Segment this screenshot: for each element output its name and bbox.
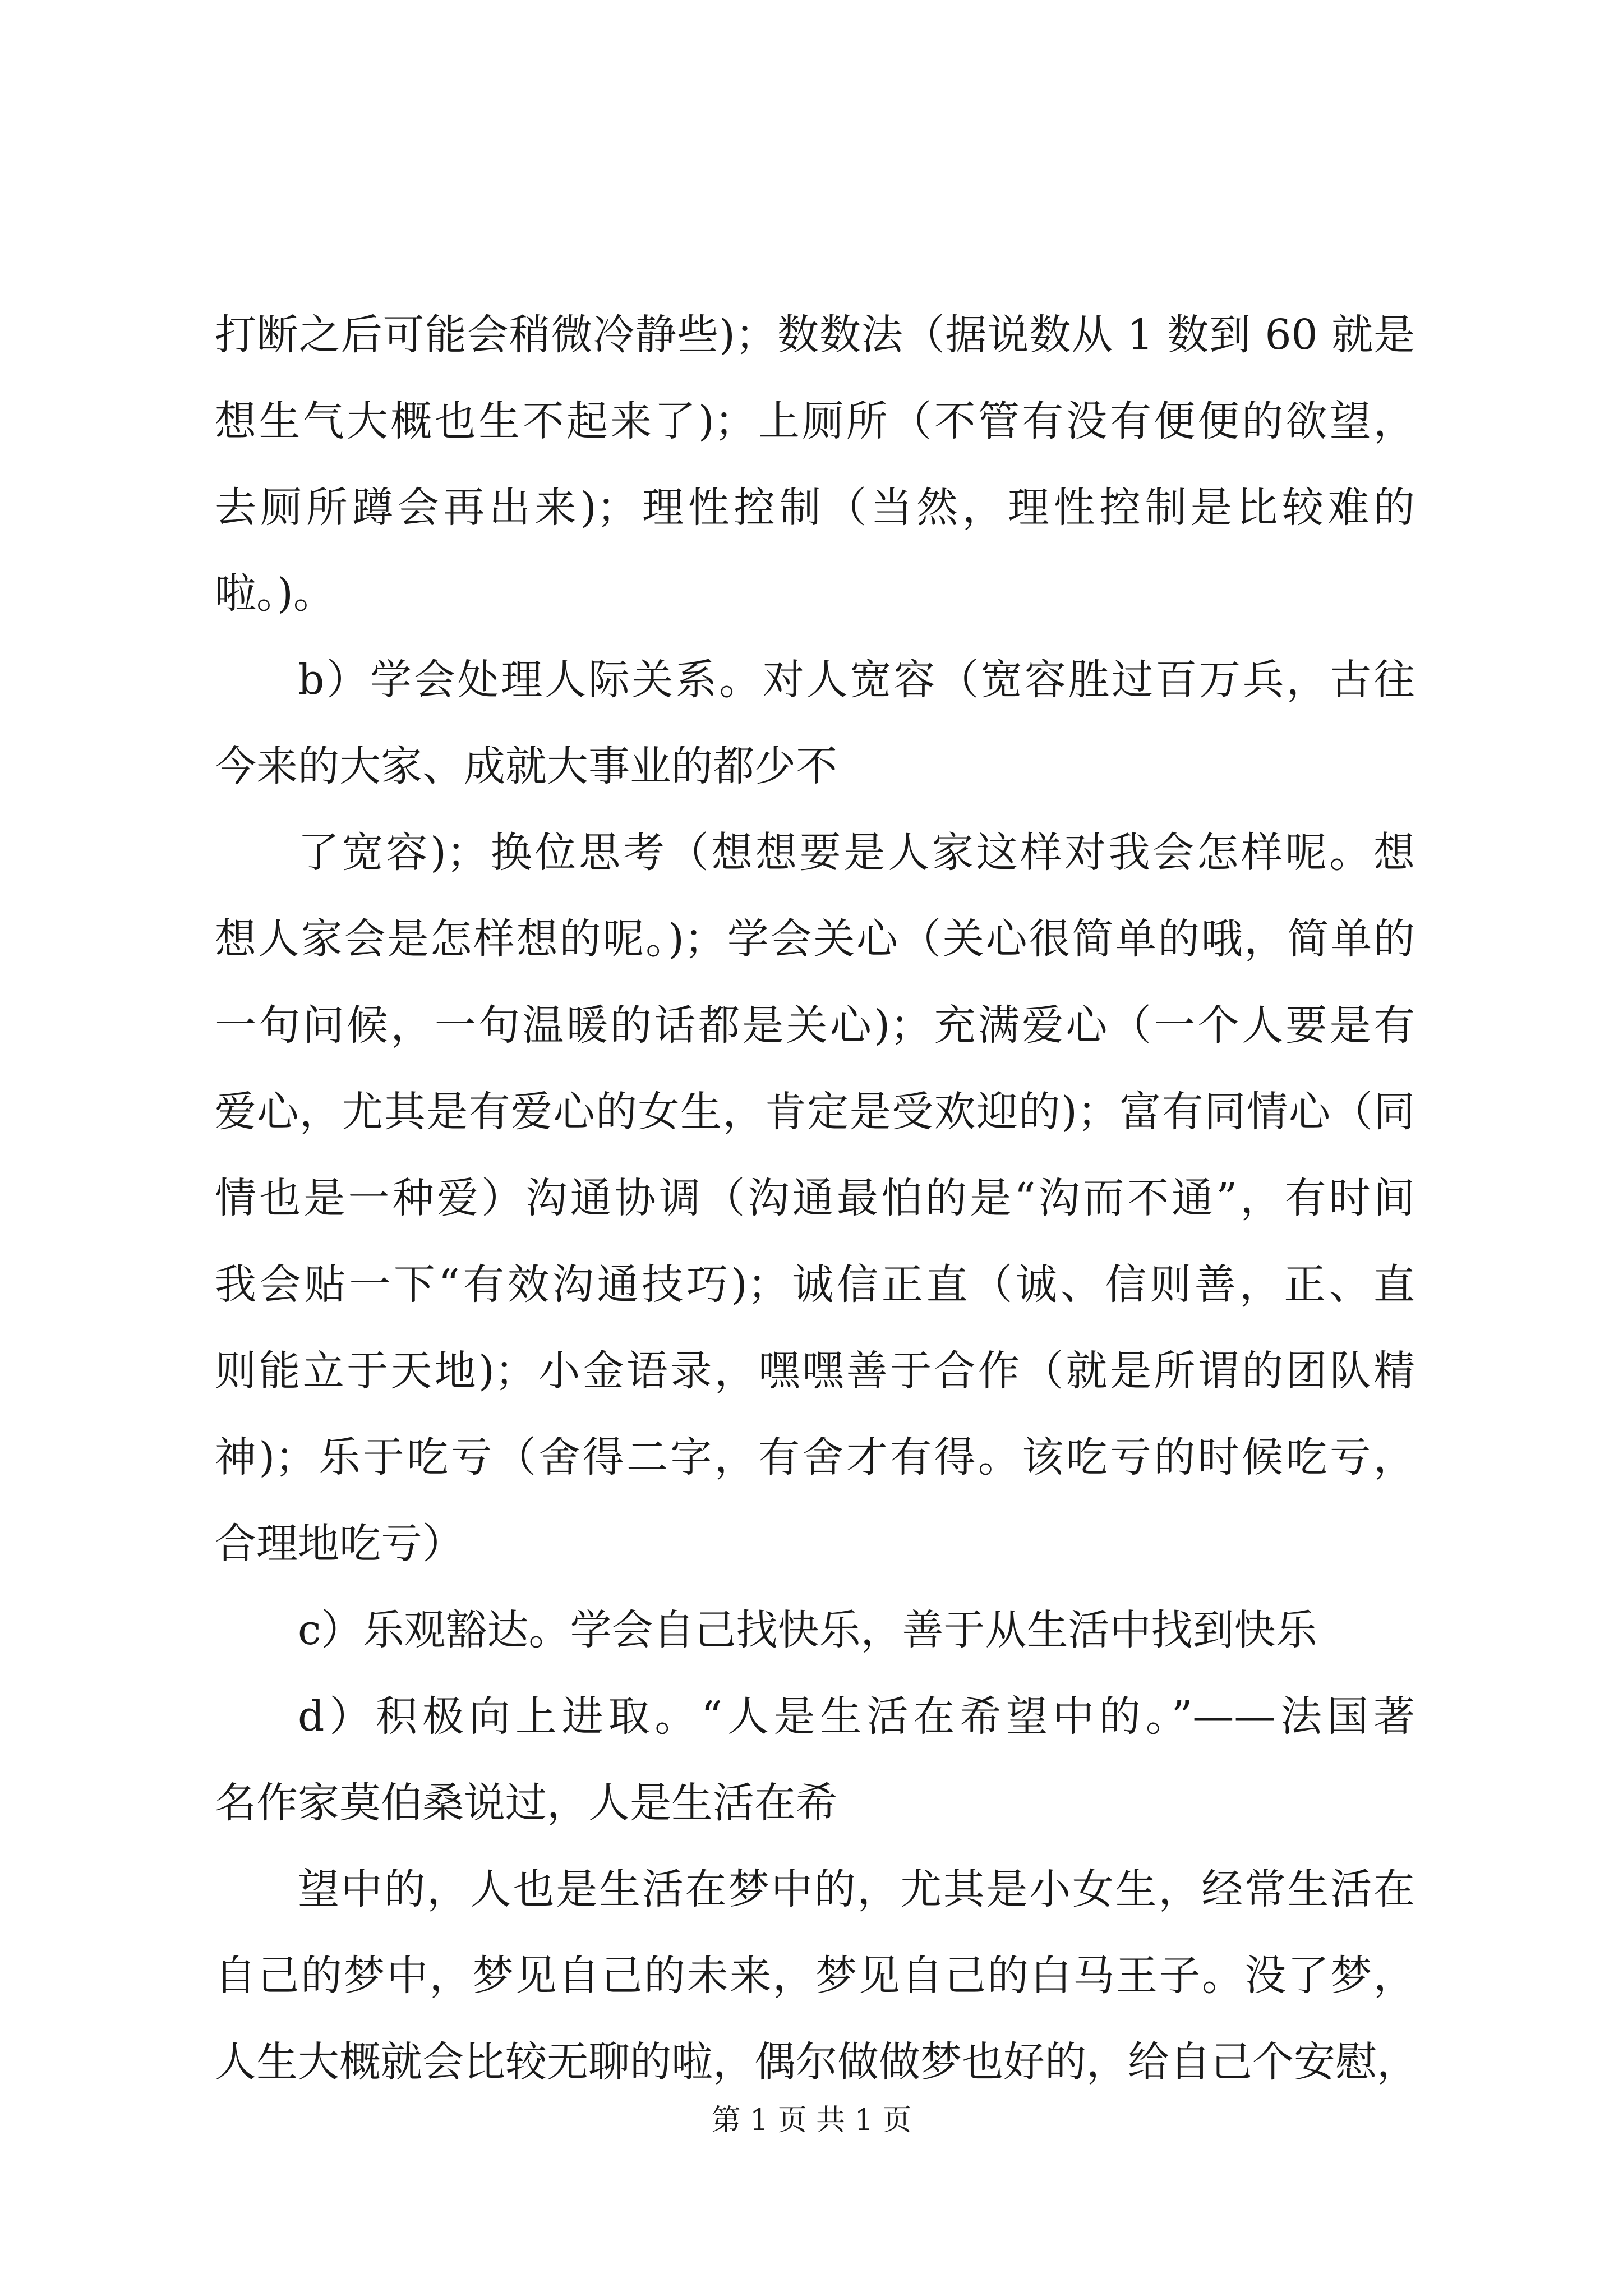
text-line: 爱心，尤其是有爱心的女生，肯定是受欢迎的)；富有同情心（同: [215, 1088, 1415, 1136]
page-number-footer: 第 1 页 共 1 页: [711, 2104, 912, 2137]
text-line: c）乐观豁达。学会自己找快乐，善于从生活中找到快乐: [298, 1606, 1317, 1654]
text-line: 自己的梦中，梦见自己的未来，梦见自己的白马王子。没了梦，: [215, 1952, 1415, 2000]
text-line: 打断之后可能会稍微冷静些)；数数法（据说数从 1 数到 60 就是: [215, 311, 1415, 359]
text-line: 想人家会是怎样想的呢。)；学会关心（关心很简单的哦，简单的: [215, 915, 1415, 963]
text-line: 情也是一种爱）沟通协调（沟通最怕的是“沟而不通”，有时间: [215, 1174, 1415, 1222]
text-line: 啦。)。: [215, 569, 335, 618]
text-line: b）学会处理人际关系。对人宽容（宽容胜过百万兵，古往: [298, 656, 1415, 704]
text-line: d）积极向上进取。“人是生活在希望中的。”——法国著: [298, 1692, 1415, 1741]
text-line: 合理地吃亏）: [215, 1520, 464, 1568]
text-line: 想生气大概也生不起来了)；上厕所（不管有没有便便的欲望，: [215, 397, 1415, 445]
text-line: 一句问候，一句温暖的话都是关心)；充满爱心（一个人要是有: [215, 1001, 1415, 1050]
text-line: 名作家莫伯桑说过，人是生活在希: [215, 1779, 837, 1827]
text-line: 去厕所蹲会再出来)；理性控制（当然，理性控制是比较难的: [215, 484, 1415, 532]
text-line: 人生大概就会比较无聊的啦，偶尔做做梦也好的，给自己个安慰，: [215, 2038, 1418, 2086]
text-line: 则能立于天地)；小金语录，嘿嘿善于合作（就是所谓的团队精: [215, 1347, 1415, 1395]
text-line: 我会贴一下“有效沟通技巧)；诚信正直（诚、信则善，正、直: [215, 1260, 1415, 1309]
text-line: 今来的大家、成就大事业的都少不: [215, 742, 837, 790]
text-line: 神)；乐于吃亏（舍得二字，有舍才有得。该吃亏的时候吃亏，: [215, 1433, 1415, 1481]
text-line: 了宽容)；换位思考（想想要是人家这样对我会怎样呢。想: [298, 829, 1415, 877]
text-line: 望中的，人也是生活在梦中的，尤其是小女生，经常生活在: [298, 1865, 1415, 1913]
